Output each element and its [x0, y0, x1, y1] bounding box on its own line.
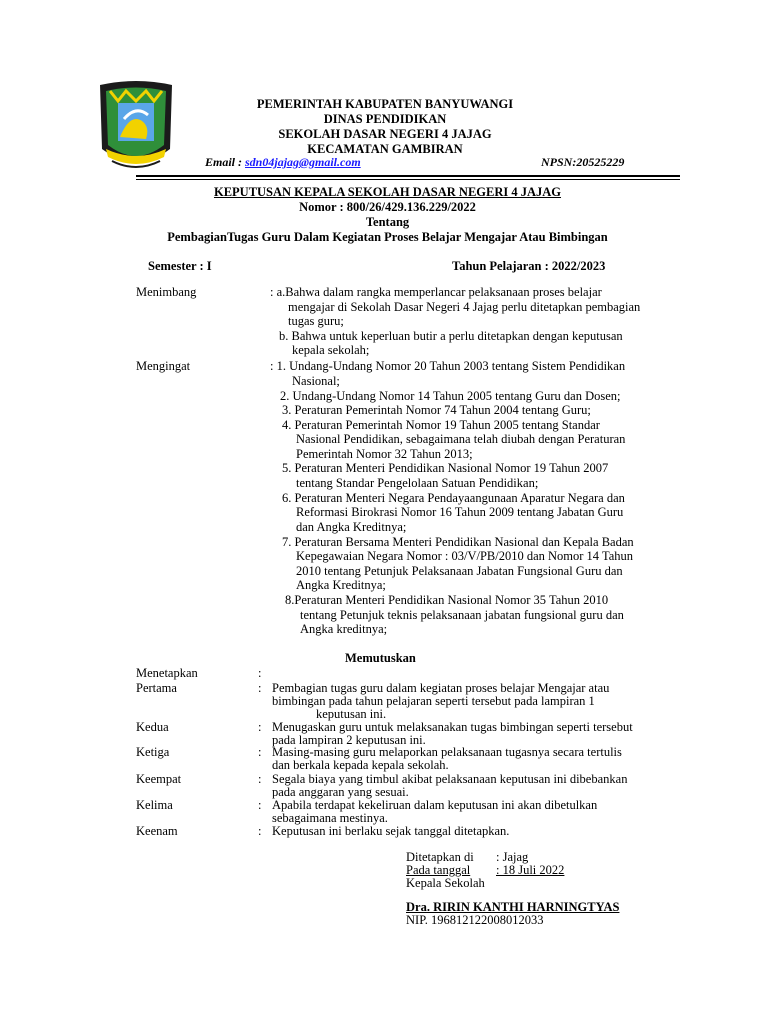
mengingat-line: 2. Undang-Undang Nomor 14 Tahun 2005 tentang Guru dan Dosen;: [280, 389, 621, 403]
menimbang-line: mengajar di Sekolah Dasar Negeri 4 Jajag perlu ditetapkan pembagian: [288, 300, 641, 314]
mengingat-line: tentang Petunjuk teknis pelaksanaan jabatan fungsional guru dan: [300, 608, 624, 622]
mengingat-line: Nasional Pendidikan, sebagaimana telah diubah dengan Peraturan: [296, 432, 626, 446]
ketiga-text: Masing-masing guru melaporkan pelaksanaan tugasnya secara tertulis: [272, 745, 622, 759]
document-title: KEPUTUSAN KEPALA SEKOLAH DASAR NEGERI 4 JAJAG: [213, 185, 562, 199]
pertama-label: Pertama: [136, 681, 177, 695]
pertama-text: Pembagian tugas guru dalam kegiatan proses belajar Mengajar atau: [272, 681, 610, 695]
keempat-label: Keempat: [136, 772, 182, 786]
letterhead-logo: [94, 79, 178, 175]
mengingat-line: Angka kreditnya;: [300, 622, 388, 636]
email-link[interactable]: sdn04jajag@gmail.com: [245, 155, 361, 169]
mengingat-line: : 1. Undang-Undang Nomor 20 Tahun 2003 tentang Sistem Pendidikan: [270, 359, 626, 373]
jabatan: Kepala Sekolah: [406, 876, 485, 890]
document-subject: PembagianTugas Guru Dalam Kegiatan Proses Belajar Mengajar Atau Bimbingan: [167, 230, 608, 244]
header-rule-thick: [136, 175, 680, 177]
header-line-2: DINAS PENDIDIKAN: [323, 112, 447, 126]
tahun-pelajaran: Tahun Pelajaran : 2022/2023: [452, 259, 606, 273]
keenam-text: Keputusan ini berlaku sejak tanggal ditetapkan.: [272, 824, 510, 838]
document-tentang: Tentang: [365, 215, 410, 229]
npsn: NPSN:20525229: [541, 155, 625, 169]
mengingat-label: Mengingat: [136, 359, 191, 373]
ketiga-label: Ketiga: [136, 745, 170, 759]
mengingat-line: dan Angka Kreditnya;: [296, 520, 407, 534]
mengingat-line: Angka Kreditnya;: [296, 578, 386, 592]
signatory-name: Dra. RIRIN KANTHI HARNINGTYAS: [406, 900, 620, 914]
menetapkan-label: Menetapkan: [136, 666, 198, 680]
ketiga-text: dan berkala kepada kepala sekolah.: [272, 758, 449, 772]
pertama-text: bimbingan pada tahun pelajaran seperti tersebut pada lampiran 1: [272, 694, 595, 708]
mengingat-line: 5. Peraturan Menteri Pendidikan Nasional Nomor 19 Tahun 2007: [282, 461, 609, 475]
mengingat-line: 4. Peraturan Pemerintah Nomor 19 Tahun 2005 tentang Standar: [282, 418, 600, 432]
ditetapkan-value: : Jajag: [496, 850, 529, 864]
mengingat-line: Pemerintah Nomor 32 Tahun 2013;: [296, 447, 473, 461]
colon: :: [258, 798, 262, 812]
keempat-text: Segala biaya yang timbul akibat pelaksanaan keputusan ini dibebankan: [272, 772, 628, 786]
document-number: Nomor : 800/26/429.136.229/2022: [299, 200, 476, 214]
kelima-text: sebagaimana mestinya.: [272, 811, 388, 825]
signatory-nip: NIP. 196812122008012033: [406, 913, 544, 927]
colon: :: [258, 745, 262, 759]
mengingat-line: Kepegawaian Negara Nomor : 03/V/PB/2010 dan Nomor 14 Tahun: [296, 549, 634, 563]
mengingat-line: 7. Peraturan Bersama Menteri Pendidikan Nasional dan Kepala Badan: [282, 535, 634, 549]
email-label: Email :: [205, 155, 246, 169]
colon: :: [258, 666, 262, 680]
mengingat-line: 3. Peraturan Pemerintah Nomor 74 Tahun 2004 tentang Guru;: [282, 403, 591, 417]
colon: :: [258, 681, 262, 695]
kedua-label: Kedua: [136, 720, 169, 734]
header-line-3: SEKOLAH DASAR NEGERI 4 JAJAG: [278, 127, 492, 141]
kedua-text: pada lampiran 2 keputusan ini.: [272, 733, 426, 747]
ditetapkan-label: Ditetapkan di: [406, 850, 474, 864]
menimbang-line: b. Bahwa untuk keperluan butir a perlu ditetapkan dengan keputusan: [279, 329, 623, 343]
tanggal-label: Pada tanggal: [406, 863, 471, 877]
tanggal-value: : 18 Juli 2022: [496, 863, 565, 877]
menimbang-line: tugas guru;: [288, 314, 344, 328]
kelima-label: Kelima: [136, 798, 173, 812]
kedua-text: Menugaskan guru untuk melaksanakan tugas bimbingan seperti tersebut: [272, 720, 633, 734]
mengingat-line: 6. Peraturan Menteri Negara Pendayaangunaan Aparatur Negara dan: [282, 491, 625, 505]
memutuskan-heading: Memutuskan: [345, 651, 416, 665]
keempat-text: pada anggaran yang sesuai.: [272, 785, 409, 799]
mengingat-line: Reformasi Birokrasi Nomor 16 Tahun 2009 tentang Jabatan Guru: [296, 505, 624, 519]
email-line: [205, 155, 361, 170]
colon: :: [258, 720, 262, 734]
mengingat-line: Nasional;: [292, 374, 340, 388]
menimbang-line: kepala sekolah;: [292, 343, 370, 357]
colon: :: [258, 772, 262, 786]
menimbang-label: Menimbang: [136, 285, 197, 299]
keenam-label: Keenam: [136, 824, 178, 838]
colon: :: [258, 824, 262, 838]
menimbang-line: : a.Bahwa dalam rangka memperlancar pelaksanaan proses belajar: [270, 285, 602, 299]
mengingat-line: 2010 tentang Petunjuk Pelaksanaan Jabatan Fungsional Guru dan: [296, 564, 623, 578]
mengingat-line: 8.Peraturan Menteri Pendidikan Nasional Nomor 35 Tahun 2010: [285, 593, 609, 607]
header-line-1: PEMERINTAH KABUPATEN BANYUWANGI: [256, 97, 514, 111]
mengingat-line: tentang Standar Pengelolaan Satuan Pendidikan;: [296, 476, 539, 490]
kelima-text: Apabila terdapat kekeliruan dalam keputusan ini akan dibetulkan: [272, 798, 598, 812]
pertama-text: keputusan ini.: [316, 707, 387, 721]
header-line-4: KECAMATAN GAMBIRAN: [307, 142, 463, 156]
semester: Semester : I: [148, 259, 212, 273]
header-rule-thin: [136, 179, 680, 180]
banyuwangi-emblem-icon: [94, 79, 178, 175]
